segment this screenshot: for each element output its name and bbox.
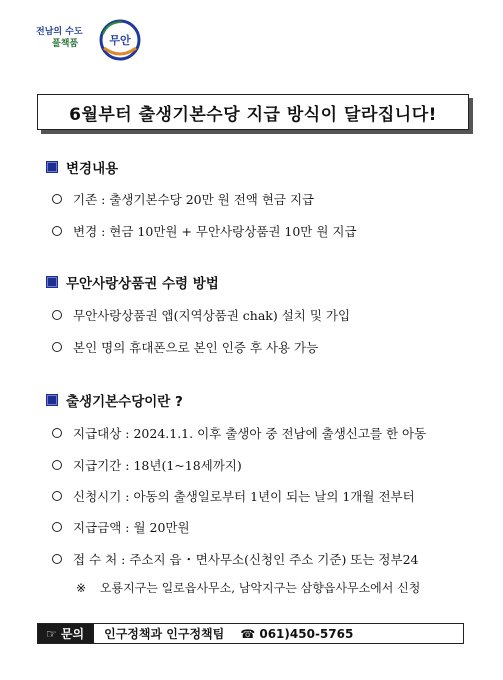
- logo-mark-text: 무안: [109, 34, 131, 47]
- list-item-text: 변경 : 현금 10만원 + 무안사랑상품권 10만 원 지급: [73, 224, 357, 239]
- list-item-text: 무안사랑상품권 앱(지역상품권 chak) 설치 및 가입: [73, 308, 351, 323]
- contact-phone: ☎ 061)450-5765: [240, 626, 354, 641]
- list-item-text: 지급대상 : 2024.1.1. 이후 출생아 중 전남에 출생신고를 한 아동: [73, 426, 427, 441]
- reference-mark-icon: ※: [76, 581, 87, 595]
- list-item: [52, 222, 357, 240]
- list-item-text: 기존 : 출생기본수당 20만 원 전액 현금 지급: [73, 192, 315, 207]
- circle-bullet-icon: [52, 194, 62, 204]
- list-item-text: 지급기간 : 18년(1~18세까지): [73, 458, 242, 473]
- contact-department: 인구정책과 인구정책팀: [104, 627, 225, 641]
- list-item-text: 지급금액 : 월 20만원: [73, 520, 190, 535]
- section-heading-about: [46, 390, 183, 410]
- section-heading-changes: [46, 157, 118, 177]
- circle-bullet-icon: [52, 460, 62, 470]
- note: [76, 579, 420, 596]
- square-bullet-icon: [46, 276, 58, 288]
- square-bullet-icon: [46, 161, 58, 173]
- section-heading-label: 변경내용: [66, 161, 119, 177]
- circle-bullet-icon: [52, 342, 62, 352]
- list-item: [52, 518, 190, 536]
- list-item: [52, 550, 418, 568]
- list-item: [52, 456, 242, 474]
- list-item-text: 본인 명의 휴대폰으로 본인 인증 후 사용 가능: [73, 340, 319, 355]
- circle-bullet-icon: [52, 226, 62, 236]
- page-title: 6월부터 출생기본수당 지급 방식이 달라집니다!: [37, 94, 469, 130]
- circle-bullet-icon: [52, 428, 62, 438]
- contact-bar: [37, 623, 464, 644]
- logo: [36, 18, 146, 66]
- list-item: [52, 338, 318, 356]
- logo-slogan: [36, 26, 83, 50]
- section-heading-voucher: [46, 272, 219, 292]
- logo-slogan-line1: 전남의 수도: [36, 27, 83, 37]
- list-item: [52, 190, 314, 208]
- list-item-text: 접 수 처 : 주소지 읍 ･ 면사무소(신청인 주소 기준) 또는 정부24: [73, 552, 419, 567]
- circle-bullet-icon: [52, 491, 62, 501]
- list-item: [52, 424, 426, 442]
- list-item: [52, 306, 350, 324]
- note-text: 오룡지구는 일로읍사무소, 남악지구는 삼향읍사무소에서 신청: [99, 581, 421, 595]
- logo-slogan-line2: 풀책품: [52, 39, 79, 49]
- square-bullet-icon: [46, 394, 58, 406]
- section-heading-label: 무안사랑상품권 수령 방법: [66, 276, 219, 292]
- circle-bullet-icon: [52, 310, 62, 320]
- circle-bullet-icon: [52, 522, 62, 532]
- muan-logo-mark: [98, 18, 142, 62]
- list-item-text: 신청시기 : 아동의 출생일로부터 1년이 되는 날의 1개월 전부터: [73, 489, 415, 504]
- contact-label: ☞ 문의: [38, 624, 94, 643]
- circle-bullet-icon: [52, 554, 62, 564]
- list-item: [52, 487, 415, 505]
- section-heading-label: 출생기본수당이란 ?: [66, 394, 183, 410]
